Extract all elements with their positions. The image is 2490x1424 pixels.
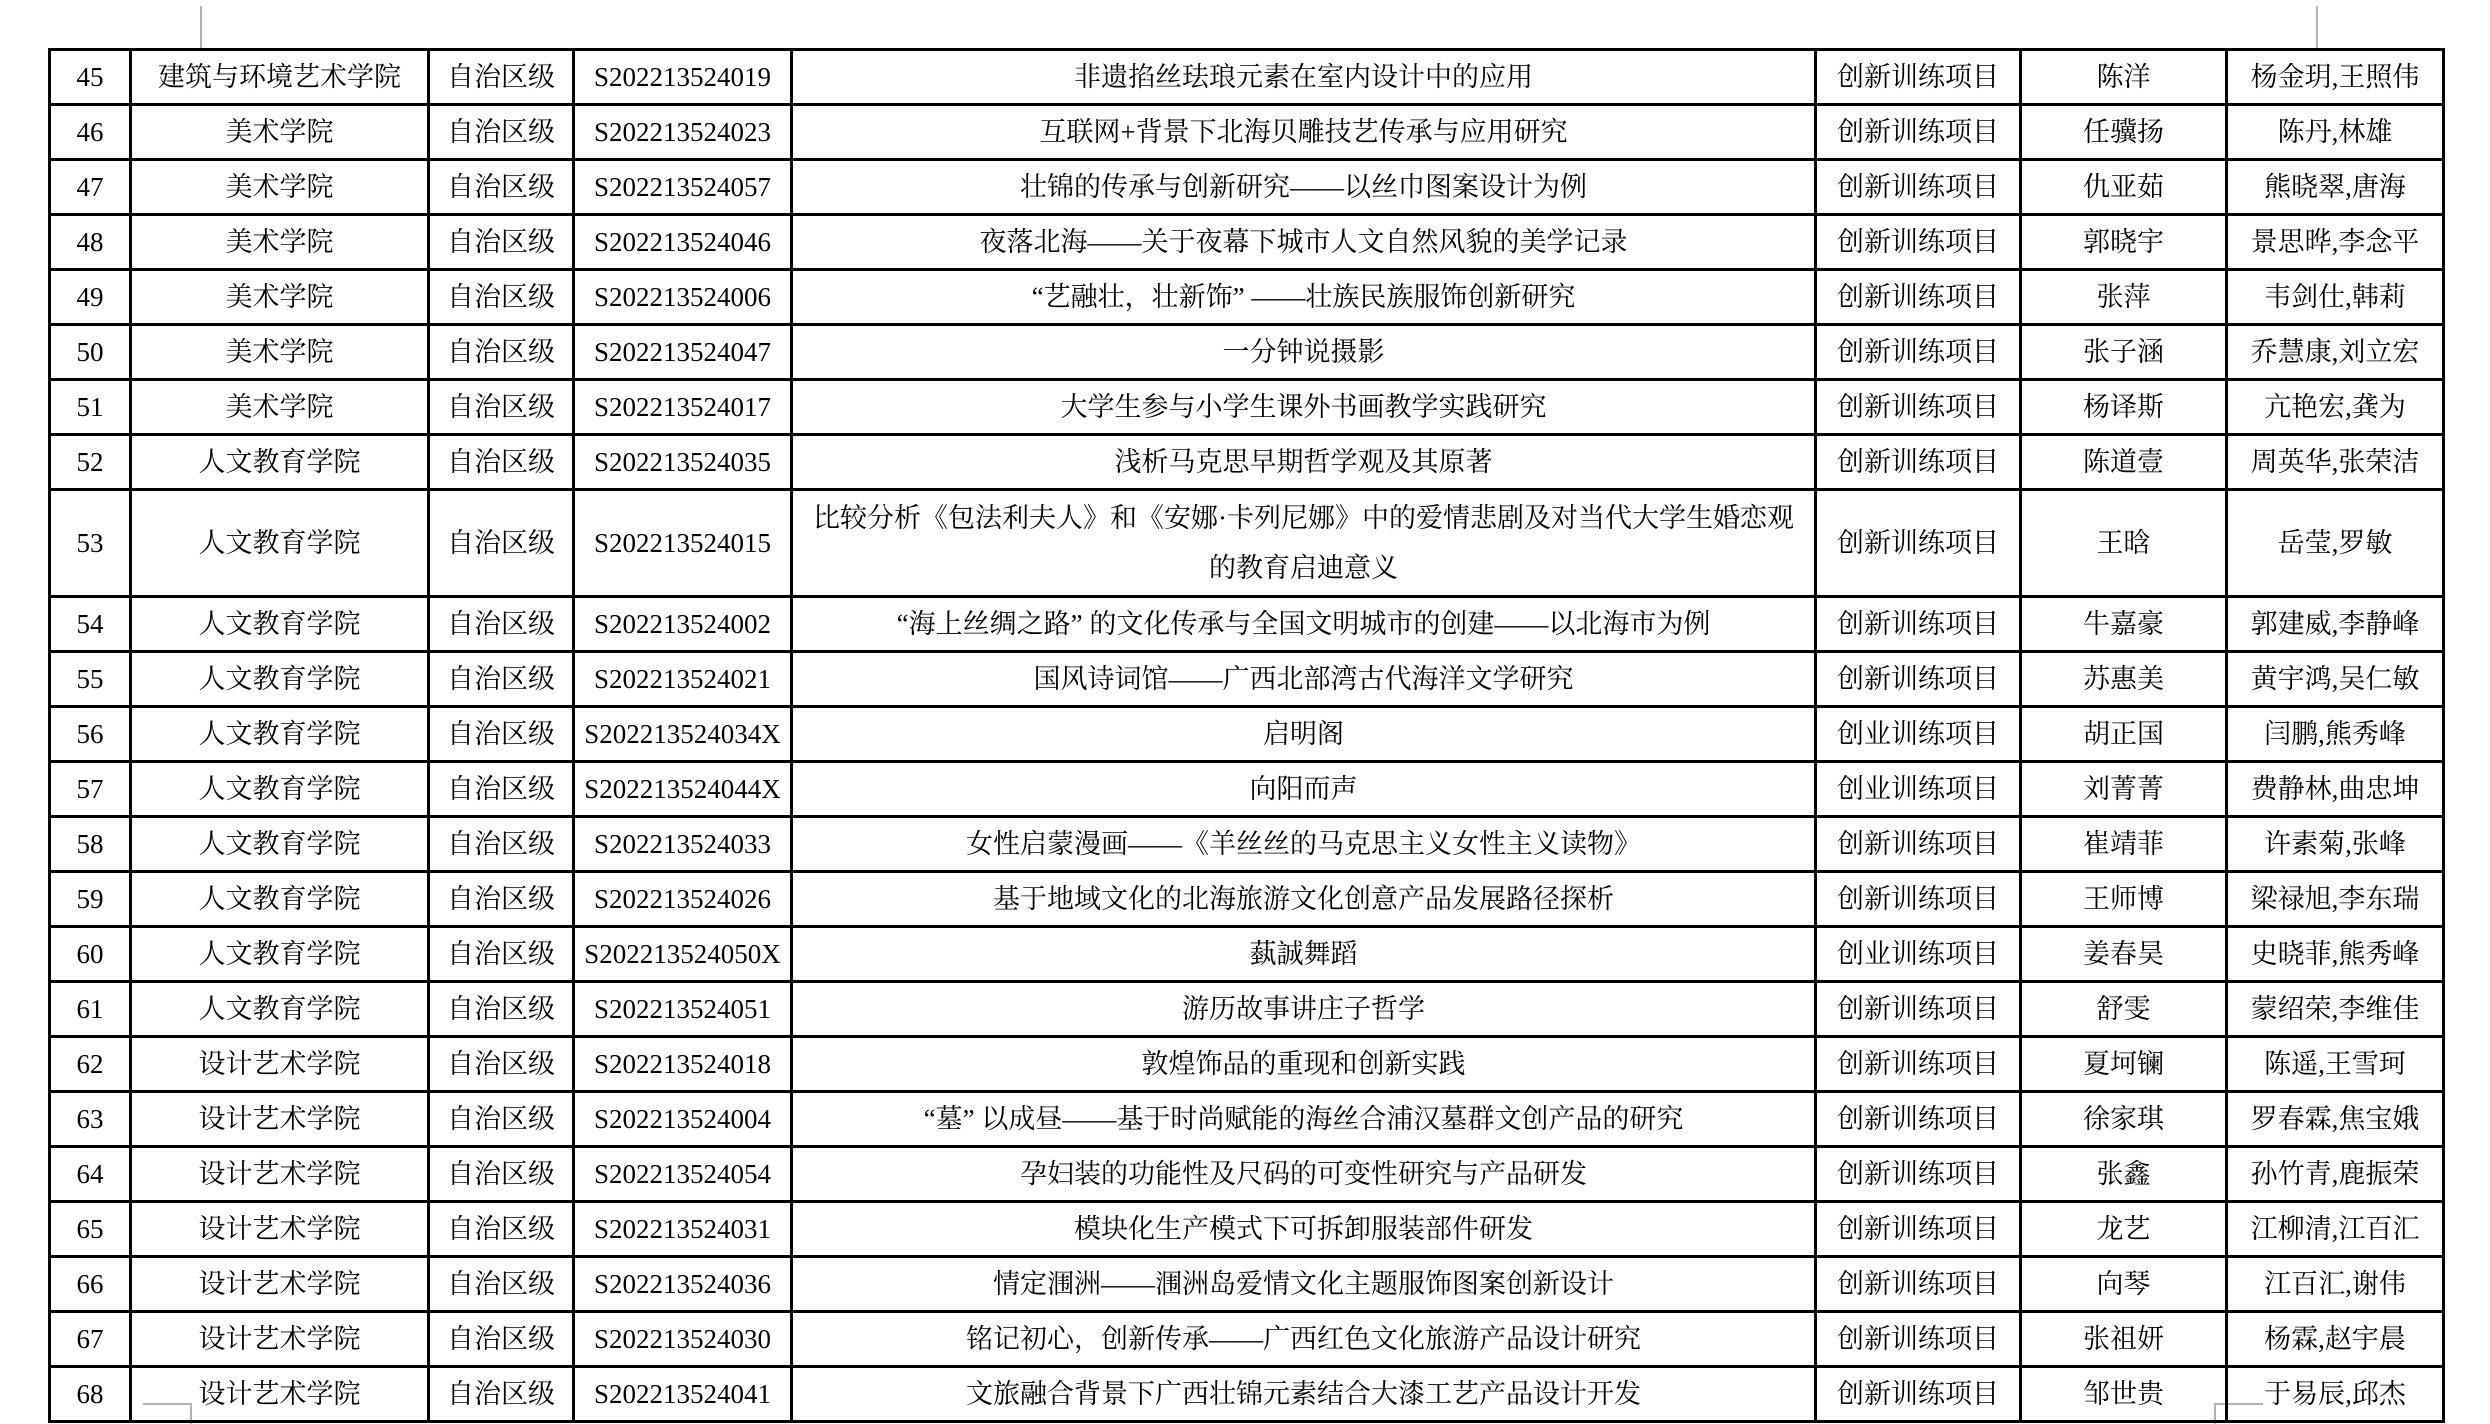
cell-code: S202213524017 — [574, 380, 792, 435]
cell-members: 许素菊,张峰 — [2227, 817, 2444, 872]
cell-title: “海上丝绸之路” 的文化传承与全国文明城市的创建——以北海市为例 — [792, 597, 1816, 652]
cell-leader: 王师博 — [2021, 872, 2227, 927]
cell-code: S202213524054 — [574, 1147, 792, 1202]
cell-level: 自治区级 — [429, 707, 574, 762]
cell-type: 创新训练项目 — [1816, 105, 2021, 160]
cell-leader: 郭晓宇 — [2021, 215, 2227, 270]
cell-level: 自治区级 — [429, 325, 574, 380]
cell-no: 62 — [50, 1037, 131, 1092]
cell-title: 启明阁 — [792, 707, 1816, 762]
cell-members: 江柳清,江百汇 — [2227, 1202, 2444, 1257]
cell-level: 自治区级 — [429, 1257, 574, 1312]
cell-no: 53 — [50, 490, 131, 597]
cell-level: 自治区级 — [429, 1312, 574, 1367]
project-table-body — [50, 50, 2444, 1422]
cell-type: 创新训练项目 — [1816, 1367, 2021, 1422]
cell-no: 58 — [50, 817, 131, 872]
cell-code: S202213524002 — [574, 597, 792, 652]
table-row — [50, 160, 2444, 215]
cell-code: S202213524006 — [574, 270, 792, 325]
cell-members: 费静林,曲忠坤 — [2227, 762, 2444, 817]
cell-level: 自治区级 — [429, 1147, 574, 1202]
cell-leader: 张萍 — [2021, 270, 2227, 325]
cell-type: 创新训练项目 — [1816, 982, 2021, 1037]
table-row — [50, 1367, 2444, 1422]
cell-level: 自治区级 — [429, 872, 574, 927]
cell-level: 自治区级 — [429, 597, 574, 652]
cell-type: 创新训练项目 — [1816, 380, 2021, 435]
cell-college: 人文教育学院 — [131, 597, 429, 652]
cell-title: 女性启蒙漫画——《羊丝丝的马克思主义女性主义读物》 — [792, 817, 1816, 872]
cell-college: 人文教育学院 — [131, 490, 429, 597]
cell-leader: 胡正国 — [2021, 707, 2227, 762]
cell-no: 52 — [50, 435, 131, 490]
cell-type: 创新训练项目 — [1816, 597, 2021, 652]
cell-level: 自治区级 — [429, 1092, 574, 1147]
cell-title: “艺融壮，壮新饰” ——壮族民族服饰创新研究 — [792, 270, 1816, 325]
cell-leader: 陈道壹 — [2021, 435, 2227, 490]
cell-code: S202213524030 — [574, 1312, 792, 1367]
cell-no: 68 — [50, 1367, 131, 1422]
cell-level: 自治区级 — [429, 982, 574, 1037]
cell-college: 人文教育学院 — [131, 707, 429, 762]
cell-title: 浅析马克思早期哲学观及其原著 — [792, 435, 1816, 490]
cell-level: 自治区级 — [429, 435, 574, 490]
table-row — [50, 325, 2444, 380]
cell-no: 59 — [50, 872, 131, 927]
cell-level: 自治区级 — [429, 270, 574, 325]
cell-level: 自治区级 — [429, 490, 574, 597]
cell-type: 创新训练项目 — [1816, 215, 2021, 270]
cell-type: 创新训练项目 — [1816, 1257, 2021, 1312]
cell-no: 64 — [50, 1147, 131, 1202]
cell-members: 熊晓翠,唐海 — [2227, 160, 2444, 215]
cell-college: 设计艺术学院 — [131, 1367, 429, 1422]
table-row — [50, 1037, 2444, 1092]
cell-college: 设计艺术学院 — [131, 1092, 429, 1147]
cell-type: 创业训练项目 — [1816, 707, 2021, 762]
cell-no: 67 — [50, 1312, 131, 1367]
cell-members: 梁禄旭,李东瑞 — [2227, 872, 2444, 927]
cell-level: 自治区级 — [429, 1202, 574, 1257]
cell-no: 49 — [50, 270, 131, 325]
cell-no: 45 — [50, 50, 131, 105]
cell-college: 设计艺术学院 — [131, 1037, 429, 1092]
cell-members: 孙竹青,鹿振荣 — [2227, 1147, 2444, 1202]
cell-level: 自治区级 — [429, 762, 574, 817]
table-row — [50, 215, 2444, 270]
cell-members: 岳莹,罗敏 — [2227, 490, 2444, 597]
cell-type: 创新训练项目 — [1816, 1147, 2021, 1202]
cell-members: 韦剑仕,韩莉 — [2227, 270, 2444, 325]
cell-no: 61 — [50, 982, 131, 1037]
cell-type: 创新训练项目 — [1816, 435, 2021, 490]
cell-title: 一分钟说摄影 — [792, 325, 1816, 380]
cell-leader: 龙艺 — [2021, 1202, 2227, 1257]
cell-leader: 杨译斯 — [2021, 380, 2227, 435]
table-row — [50, 762, 2444, 817]
cell-members: 江百汇,谢伟 — [2227, 1257, 2444, 1312]
cell-no: 48 — [50, 215, 131, 270]
cell-level: 自治区级 — [429, 380, 574, 435]
cell-code: S202213524023 — [574, 105, 792, 160]
cell-code: S202213524026 — [574, 872, 792, 927]
cell-college: 设计艺术学院 — [131, 1202, 429, 1257]
cell-college: 美术学院 — [131, 380, 429, 435]
cell-code: S202213524041 — [574, 1367, 792, 1422]
cell-title: 铭记初心，创新传承——广西红色文化旅游产品设计研究 — [792, 1312, 1816, 1367]
cell-college: 人文教育学院 — [131, 817, 429, 872]
cell-type: 创新训练项目 — [1816, 50, 2021, 105]
cell-title: 大学生参与小学生课外书画教学实践研究 — [792, 380, 1816, 435]
cell-no: 47 — [50, 160, 131, 215]
table-row — [50, 817, 2444, 872]
table-row — [50, 490, 2444, 597]
cell-college: 人文教育学院 — [131, 982, 429, 1037]
cell-type: 创新训练项目 — [1816, 817, 2021, 872]
cell-code: S202213524050X — [574, 927, 792, 982]
cell-no: 51 — [50, 380, 131, 435]
cell-level: 自治区级 — [429, 50, 574, 105]
table-row — [50, 105, 2444, 160]
cell-college: 美术学院 — [131, 105, 429, 160]
cell-type: 创新训练项目 — [1816, 1312, 2021, 1367]
cell-members: 乔慧康,刘立宏 — [2227, 325, 2444, 380]
cell-members: 亢艳宏,龚为 — [2227, 380, 2444, 435]
cell-title: 国风诗词馆——广西北部湾古代海洋文学研究 — [792, 652, 1816, 707]
cell-title: “墓” 以成昼——基于时尚赋能的海丝合浦汉墓群文创产品的研究 — [792, 1092, 1816, 1147]
cell-leader: 仇亚茹 — [2021, 160, 2227, 215]
cell-members: 郭建威,李静峰 — [2227, 597, 2444, 652]
cell-code: S202213524018 — [574, 1037, 792, 1092]
cell-title: 向阳而声 — [792, 762, 1816, 817]
table-row — [50, 1202, 2444, 1257]
table-row — [50, 1312, 2444, 1367]
cell-leader: 任骥扬 — [2021, 105, 2227, 160]
cell-level: 自治区级 — [429, 215, 574, 270]
cell-college: 人文教育学院 — [131, 927, 429, 982]
table-row — [50, 1257, 2444, 1312]
cell-college: 人文教育学院 — [131, 872, 429, 927]
cell-code: S202213524033 — [574, 817, 792, 872]
cell-level: 自治区级 — [429, 927, 574, 982]
cell-leader: 崔靖菲 — [2021, 817, 2227, 872]
cell-leader: 徐家琪 — [2021, 1092, 2227, 1147]
cell-title: 互联网+背景下北海贝雕技艺传承与应用研究 — [792, 105, 1816, 160]
cell-code: S202213524046 — [574, 215, 792, 270]
cell-title: 壮锦的传承与创新研究——以丝巾图案设计为例 — [792, 160, 1816, 215]
table-row — [50, 50, 2444, 105]
cell-level: 自治区级 — [429, 1367, 574, 1422]
cell-no: 50 — [50, 325, 131, 380]
cell-code: S202213524035 — [574, 435, 792, 490]
cell-no: 66 — [50, 1257, 131, 1312]
cell-title: 模块化生产模式下可拆卸服装部件研发 — [792, 1202, 1816, 1257]
cell-members: 杨霖,赵宇晨 — [2227, 1312, 2444, 1367]
cell-no: 63 — [50, 1092, 131, 1147]
cell-members: 景思晔,李念平 — [2227, 215, 2444, 270]
cell-college: 设计艺术学院 — [131, 1147, 429, 1202]
cell-leader: 牛嘉豪 — [2021, 597, 2227, 652]
cell-title: 情定涠洲——涠洲岛爱情文化主题服饰图案创新设计 — [792, 1257, 1816, 1312]
cell-college: 人文教育学院 — [131, 652, 429, 707]
table-row — [50, 380, 2444, 435]
cell-type: 创新训练项目 — [1816, 325, 2021, 380]
cell-type: 创新训练项目 — [1816, 1092, 2021, 1147]
cell-members: 周英华,张荣洁 — [2227, 435, 2444, 490]
cell-no: 57 — [50, 762, 131, 817]
cell-leader: 陈洋 — [2021, 50, 2227, 105]
page-margin-mark-top-left — [200, 6, 202, 48]
table-row — [50, 435, 2444, 490]
cell-leader: 王晗 — [2021, 490, 2227, 597]
cell-college: 美术学院 — [131, 160, 429, 215]
cell-members: 闫鹏,熊秀峰 — [2227, 707, 2444, 762]
cell-type: 创新训练项目 — [1816, 652, 2021, 707]
cell-code: S202213524047 — [574, 325, 792, 380]
cell-level: 自治区级 — [429, 105, 574, 160]
cell-type: 创业训练项目 — [1816, 762, 2021, 817]
cell-leader: 姜春昊 — [2021, 927, 2227, 982]
cell-college: 人文教育学院 — [131, 762, 429, 817]
cell-type: 创新训练项目 — [1816, 1202, 2021, 1257]
table-row — [50, 1147, 2444, 1202]
cell-type: 创新训练项目 — [1816, 270, 2021, 325]
cell-type: 创业训练项目 — [1816, 927, 2021, 982]
cell-leader: 张祖妍 — [2021, 1312, 2227, 1367]
cell-level: 自治区级 — [429, 652, 574, 707]
table-row — [50, 270, 2444, 325]
table-row — [50, 927, 2444, 982]
cell-college: 人文教育学院 — [131, 435, 429, 490]
page-margin-mark-top-right — [2316, 6, 2318, 48]
cell-code: S202213524004 — [574, 1092, 792, 1147]
cell-no: 60 — [50, 927, 131, 982]
cell-leader: 邹世贵 — [2021, 1367, 2227, 1422]
cell-code: S202213524021 — [574, 652, 792, 707]
cell-leader: 夏坷镧 — [2021, 1037, 2227, 1092]
cell-title: 蓺誠舞蹈 — [792, 927, 1816, 982]
cell-college: 美术学院 — [131, 215, 429, 270]
cell-title: 基于地域文化的北海旅游文化创意产品发展路径探析 — [792, 872, 1816, 927]
cell-code: S202213524051 — [574, 982, 792, 1037]
cell-title: 游历故事讲庄子哲学 — [792, 982, 1816, 1037]
cell-type: 创新训练项目 — [1816, 160, 2021, 215]
cell-no: 55 — [50, 652, 131, 707]
cell-title: 文旅融合背景下广西壮锦元素结合大漆工艺产品设计开发 — [792, 1367, 1816, 1422]
cell-members: 罗春霖,焦宝娥 — [2227, 1092, 2444, 1147]
cell-members: 陈遥,王雪珂 — [2227, 1037, 2444, 1092]
cell-code: S202213524036 — [574, 1257, 792, 1312]
cell-members: 蒙绍荣,李维佳 — [2227, 982, 2444, 1037]
cell-code: S202213524044X — [574, 762, 792, 817]
cell-type: 创新训练项目 — [1816, 490, 2021, 597]
cell-leader: 张子涵 — [2021, 325, 2227, 380]
cell-type: 创新训练项目 — [1816, 1037, 2021, 1092]
cell-members: 黄宇鸿,吴仁敏 — [2227, 652, 2444, 707]
cell-code: S202213524057 — [574, 160, 792, 215]
cell-code: S202213524034X — [574, 707, 792, 762]
table-row — [50, 872, 2444, 927]
cell-level: 自治区级 — [429, 1037, 574, 1092]
cell-title: 夜落北海——关于夜幕下城市人文自然风貌的美学记录 — [792, 215, 1816, 270]
cell-members: 陈丹,林雄 — [2227, 105, 2444, 160]
cell-college: 美术学院 — [131, 325, 429, 380]
cell-type: 创新训练项目 — [1816, 872, 2021, 927]
cell-leader: 张鑫 — [2021, 1147, 2227, 1202]
cell-college: 设计艺术学院 — [131, 1257, 429, 1312]
table-row — [50, 1092, 2444, 1147]
cell-leader: 苏惠美 — [2021, 652, 2227, 707]
cell-leader: 刘菁菁 — [2021, 762, 2227, 817]
cell-no: 65 — [50, 1202, 131, 1257]
table-row — [50, 982, 2444, 1037]
cell-members: 于易辰,邱杰 — [2227, 1367, 2444, 1422]
table-row — [50, 597, 2444, 652]
cell-college: 设计艺术学院 — [131, 1312, 429, 1367]
cell-college: 建筑与环境艺术学院 — [131, 50, 429, 105]
cell-no: 46 — [50, 105, 131, 160]
cell-level: 自治区级 — [429, 817, 574, 872]
project-list-table — [48, 48, 2445, 1423]
cell-college: 美术学院 — [131, 270, 429, 325]
table-row — [50, 652, 2444, 707]
cell-title: 孕妇装的功能性及尺码的可变性研究与产品研发 — [792, 1147, 1816, 1202]
cell-code: S202213524031 — [574, 1202, 792, 1257]
cell-members: 杨金玥,王照伟 — [2227, 50, 2444, 105]
table-row — [50, 707, 2444, 762]
cell-members: 史晓菲,熊秀峰 — [2227, 927, 2444, 982]
cell-no: 56 — [50, 707, 131, 762]
cell-title: 非遗掐丝珐琅元素在室内设计中的应用 — [792, 50, 1816, 105]
cell-leader: 舒雯 — [2021, 982, 2227, 1037]
cell-level: 自治区级 — [429, 160, 574, 215]
cell-title: 比较分析《包法利夫人》和《安娜·卡列尼娜》中的爱情悲剧及对当代大学生婚恋观的教育启迪意义 — [792, 490, 1816, 597]
cell-leader: 向琴 — [2021, 1257, 2227, 1312]
cell-title: 敦煌饰品的重现和创新实践 — [792, 1037, 1816, 1092]
cell-code: S202213524019 — [574, 50, 792, 105]
cell-code: S202213524015 — [574, 490, 792, 597]
cell-no: 54 — [50, 597, 131, 652]
